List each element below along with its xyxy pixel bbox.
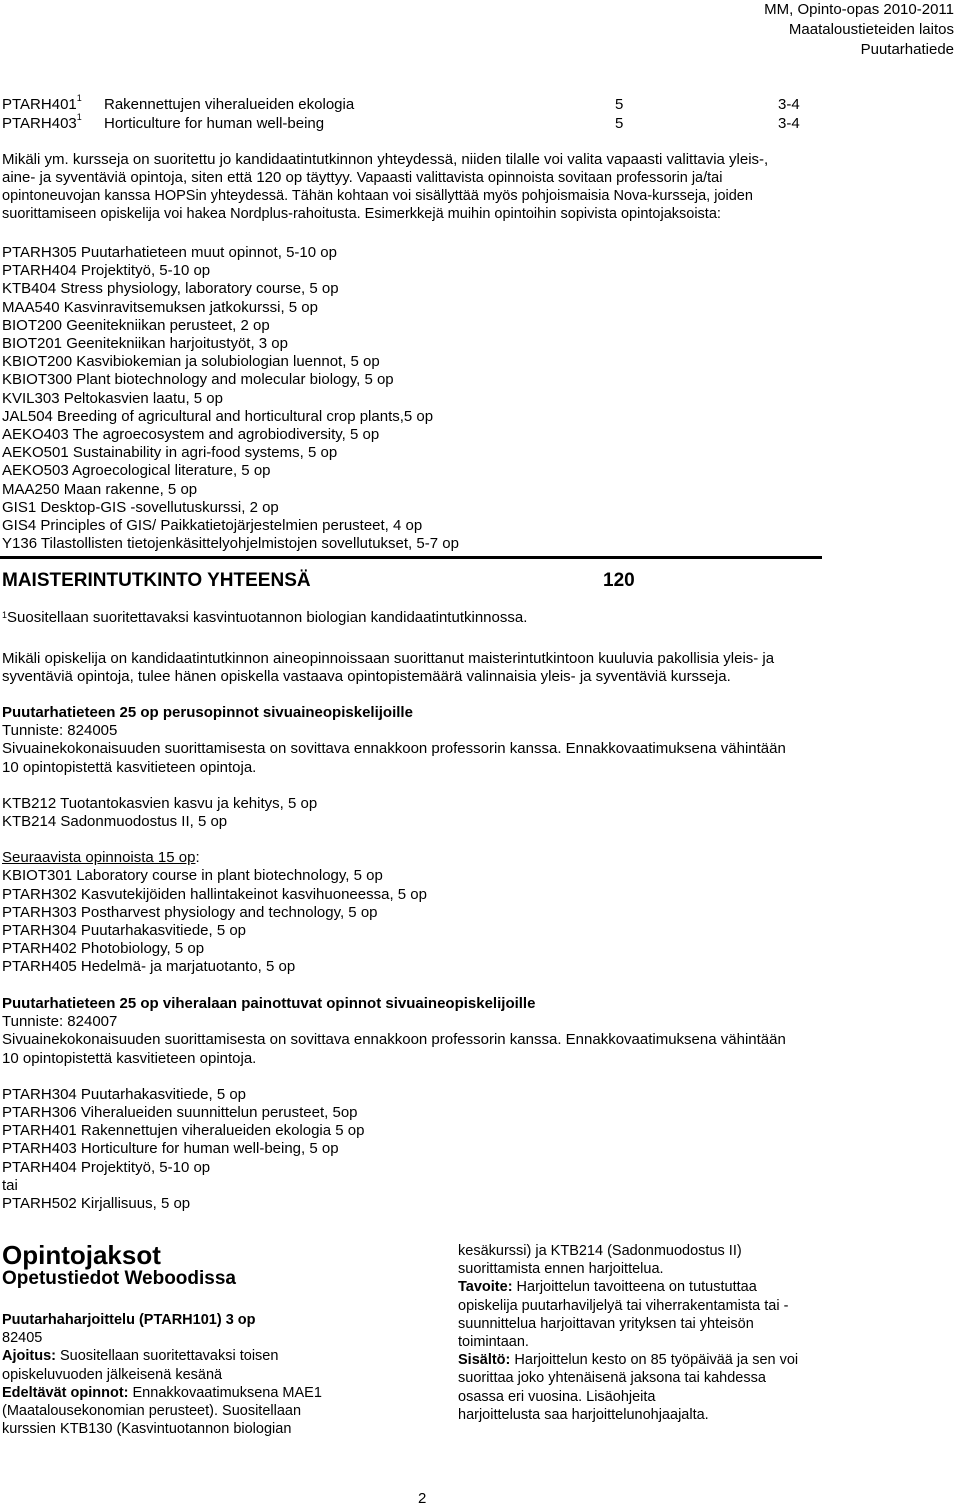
- list-item: PTARH404 Projektityö, 5-10 op: [2, 262, 211, 280]
- content-text: Harjoittelun kesto on 85 työpäivää ja sen voi: [510, 1352, 799, 1369]
- list-item: PTARH304 Puutarhakasvitiede, 5 op: [2, 922, 247, 940]
- goal-text: toimintaan.: [458, 1334, 529, 1351]
- list-item: GIS4 Principles of GIS/ Paikkatietojärjestelmien perusteet, 4 op: [2, 517, 423, 535]
- note-line: Mikäli opiskelija on kandidaatintutkinnon aineopinnoissaan suorittanut maisterintutkintoon kuuluvia pakollisia yleis- ja: [2, 650, 775, 667]
- timing-text: opiskeluvuoden jälkeisenä kesänä: [2, 1366, 223, 1383]
- list-item: PTARH303 Postharvest physiology and technology, 5 op: [2, 903, 378, 921]
- list-item: AEKO403 The agroecosystem and agrobiodiversity, 5 op: [2, 426, 380, 444]
- course-row: [0, 93, 820, 116]
- course-code-text: PTARH401: [2, 96, 77, 113]
- course-title: Puutarhaharjoittelu (PTARH101) 3 op: [2, 1312, 256, 1328]
- section-description: 10 opintopistettä kasvitieteen opintoja.: [2, 758, 257, 776]
- course-period: 3-4: [778, 96, 800, 113]
- list-item: BIOT200 Geenitekniikan perusteet, 2 op: [2, 316, 270, 334]
- course-code: [2, 112, 82, 132]
- intro-text: Vapaasti valittavista opinnoista sovitaan professorin ja/tai: [352, 170, 723, 186]
- list-item: KTB214 Sadonmuodostus II, 5 op: [2, 813, 228, 831]
- right-column: [458, 1242, 898, 1424]
- note-line: syventäviä opintoja, tulee hänen opiskella vastaava opintopistemäärä valinnaisia yleis- ja syventäviä kursseja.: [2, 668, 731, 685]
- prereq-label: Edeltävät opinnot:: [2, 1384, 129, 1401]
- list-item: PTARH304 Puutarhakasvitiede, 5 op: [2, 1085, 247, 1103]
- course-prereq: [2, 1384, 422, 1402]
- footnote-marker: 1: [76, 112, 82, 122]
- list-item: AEKO503 Agroecological literature, 5 op: [2, 462, 271, 480]
- left-column: [2, 1311, 422, 1438]
- course-row: [0, 112, 820, 135]
- goal-text: Harjoittelun tavoitteena on tutustuttaa: [512, 1279, 757, 1296]
- prereq-text: Ennakkovaatimuksena MAE1: [128, 1384, 322, 1401]
- section-heading: Opintojaksot: [2, 1240, 161, 1270]
- section-code: Tunniste: 824007: [2, 1013, 118, 1031]
- intro-line: opintoneuvojan kanssa HOPSin yhteydessä. Tähän kohtaan voi sisällyttää myös pohjoismaisia Nova-kursseja, joiden: [2, 188, 753, 204]
- prereq-text: (Maatalousekonomian perusteet). Suositellaan: [2, 1403, 302, 1420]
- course-period: 3-4: [778, 115, 800, 132]
- section-code: Tunniste: 824005: [2, 722, 118, 740]
- list-item: PTARH306 Viheralueiden suunnittelun perusteet, 5op: [2, 1104, 358, 1122]
- course-credits: 5: [615, 96, 624, 113]
- list-item: PTARH405 Hedelmä- ja marjatuotanto, 5 op: [2, 958, 296, 976]
- section-description: 10 opintopistettä kasvitieteen opintoja.: [2, 1049, 257, 1067]
- list-item: MAA540 Kasvinravitsemuksen jatkokurssi, 5 op: [2, 298, 318, 316]
- section-subheading: Opetustiedot Weboodissa: [2, 1268, 237, 1289]
- page-number: 2: [418, 1490, 427, 1507]
- list-item: PTARH401 Rakennettujen viheralueiden ekologia 5 op: [2, 1122, 365, 1140]
- section-description: Sivuainekokonaisuuden suorittamisesta on sovittava ennakkoon professorin kanssa. Ennakkovaatimuksena vähintään: [2, 1031, 786, 1049]
- course-name: Rakennettujen viheralueiden ekologia: [104, 96, 355, 113]
- total-label: MAISTERINTUTKINTO YHTEENSÄ: [2, 570, 311, 591]
- course-timing: [2, 1347, 422, 1365]
- timing-label: Ajoitus:: [2, 1348, 56, 1365]
- goal-text: opiskelija puutarhaviljelyä tai viherrakentamista tai -: [458, 1297, 789, 1314]
- divider-rule: [0, 556, 822, 559]
- content-label: Sisältö:: [458, 1352, 511, 1369]
- total-value: 120: [603, 570, 635, 591]
- footnote: [2, 609, 527, 627]
- intro-paragraph: [2, 151, 768, 223]
- list-item: KBIOT300 Plant biotechnology and molecular biology, 5 op: [2, 371, 394, 389]
- list-item: GIS1 Desktop-GIS -sovellutuskurssi, 2 op: [2, 498, 279, 516]
- list-item: KTB404 Stress physiology, laboratory course, 5 op: [2, 280, 339, 298]
- list-item: JAL504 Breeding of agricultural and horticultural crop plants,5 op: [2, 407, 434, 425]
- note-paragraph: [2, 650, 774, 686]
- minor-green-section: [2, 995, 786, 1213]
- list-item: PTARH302 Kasvutekijöiden hallintakeinot kasvihuoneessa, 5 op: [2, 885, 427, 903]
- intro-line: suorittamiseen opiskelija voi hakea Nordplus-rahoitusta. Esimerkkejä muihin opintoihin sopivista opintojaksoista:: [2, 206, 721, 222]
- content-text: osassa eri vuosina. Lisäohjeita: [458, 1388, 656, 1405]
- section-description: Sivuainekokonaisuuden suorittamisesta on sovittava ennakkoon professorin kanssa. Ennakkovaatimuksena vähintään: [2, 740, 786, 758]
- course-code: 82405: [2, 1330, 43, 1347]
- footnote-marker: 1: [2, 610, 8, 620]
- list-item: KBIOT301 Laboratory course in plant biotechnology, 5 op: [2, 867, 383, 885]
- header-department: Maataloustieteiden laitos: [788, 21, 954, 38]
- footnote-text: Suositellaan suoritettavaksi kasvintuotannon biologian kandidaatintutkinnossa.: [7, 609, 528, 626]
- choice-label: Seuraavista opinnoista 15 op: [2, 849, 196, 867]
- list-item: PTARH305 Puutarhatieteen muut opinnot, 5-10 op: [2, 244, 337, 261]
- intro-text: aine- ja syventäviä opintoja, siten että 120 op täyttyy.: [2, 169, 353, 186]
- intro-line: Mikäli ym. kursseja on suoritettu jo kandidaatintutkinnon yhteydessä, niiden tilalle voi valita vapaasti valittavia yleis-,: [2, 151, 769, 168]
- content-text: harjoittelusta saa harjoittelunohjaajalta.: [458, 1406, 709, 1423]
- course-goal: [458, 1278, 898, 1296]
- course-credits: 5: [615, 115, 624, 132]
- prereq-text: suorittamista ennen harjoittelua.: [458, 1261, 664, 1278]
- list-item: BIOT201 Geenitekniikan harjoitustyöt, 3 op: [2, 335, 288, 353]
- choice-colon: :: [195, 849, 200, 867]
- course-name: Horticulture for human well-being: [104, 115, 325, 132]
- list-item: Y136 Tilastollisten tietojenkäsittelyohjelmistojen sovellutukset, 5-7 op: [2, 535, 459, 553]
- list-item: MAA250 Maan rakenne, 5 op: [2, 480, 198, 498]
- list-item: AEKO501 Sustainability in agri-food systems, 5 op: [2, 444, 338, 462]
- course-content: [458, 1351, 898, 1369]
- list-item: PTARH404 Projektityö, 5-10 op: [2, 1158, 211, 1176]
- list-item: KTB212 Tuotantokasvien kasvu ja kehitys, 5 op: [2, 794, 318, 812]
- prereq-text: kurssien KTB130 (Kasvintuotannon biologian: [2, 1421, 292, 1438]
- header-title: MM, Opinto-opas 2010-2011: [764, 1, 954, 18]
- course-code: [2, 93, 82, 113]
- section-title: Puutarhatieteen 25 op perusopinnot sivuaineopiskelijoille: [2, 704, 413, 721]
- list-item: KVIL303 Peltokasvien laatu, 5 op: [2, 389, 223, 407]
- header-subject: Puutarhatiede: [860, 41, 954, 58]
- footnote-marker: 1: [76, 93, 82, 103]
- list-item: KBIOT200 Kasvibiokemian ja solubiologian luennot, 5 op: [2, 353, 380, 371]
- prereq-text: kesäkurssi) ja KTB214 (Sadonmuodostus II): [458, 1243, 742, 1259]
- list-item: PTARH502 Kirjallisuus, 5 op: [2, 1195, 191, 1213]
- content-text: suorittaa joko yhtenäisenä jaksona tai kahdessa: [458, 1370, 766, 1387]
- page-header: [764, 0, 954, 60]
- example-course-list: [2, 244, 459, 553]
- list-item: PTARH403 Horticulture for human well-being, 5 op: [2, 1140, 339, 1158]
- timing-text: Suositellaan suoritettavaksi toisen: [55, 1348, 279, 1365]
- course-code-text: PTARH403: [2, 115, 77, 132]
- list-item: tai: [2, 1176, 18, 1194]
- section-title: Puutarhatieteen 25 op viheralaan painottuvat opinnot sivuaineopiskelijoille: [2, 995, 536, 1012]
- intro-line: [2, 169, 768, 187]
- list-item: PTARH402 Photobiology, 5 op: [2, 940, 205, 958]
- goal-text: suunnittelua harjoittavan yrityksen tai yhteisön: [458, 1315, 754, 1332]
- choice-heading: [2, 849, 786, 867]
- goal-label: Tavoite:: [458, 1279, 513, 1296]
- minor-basic-section: [2, 704, 786, 977]
